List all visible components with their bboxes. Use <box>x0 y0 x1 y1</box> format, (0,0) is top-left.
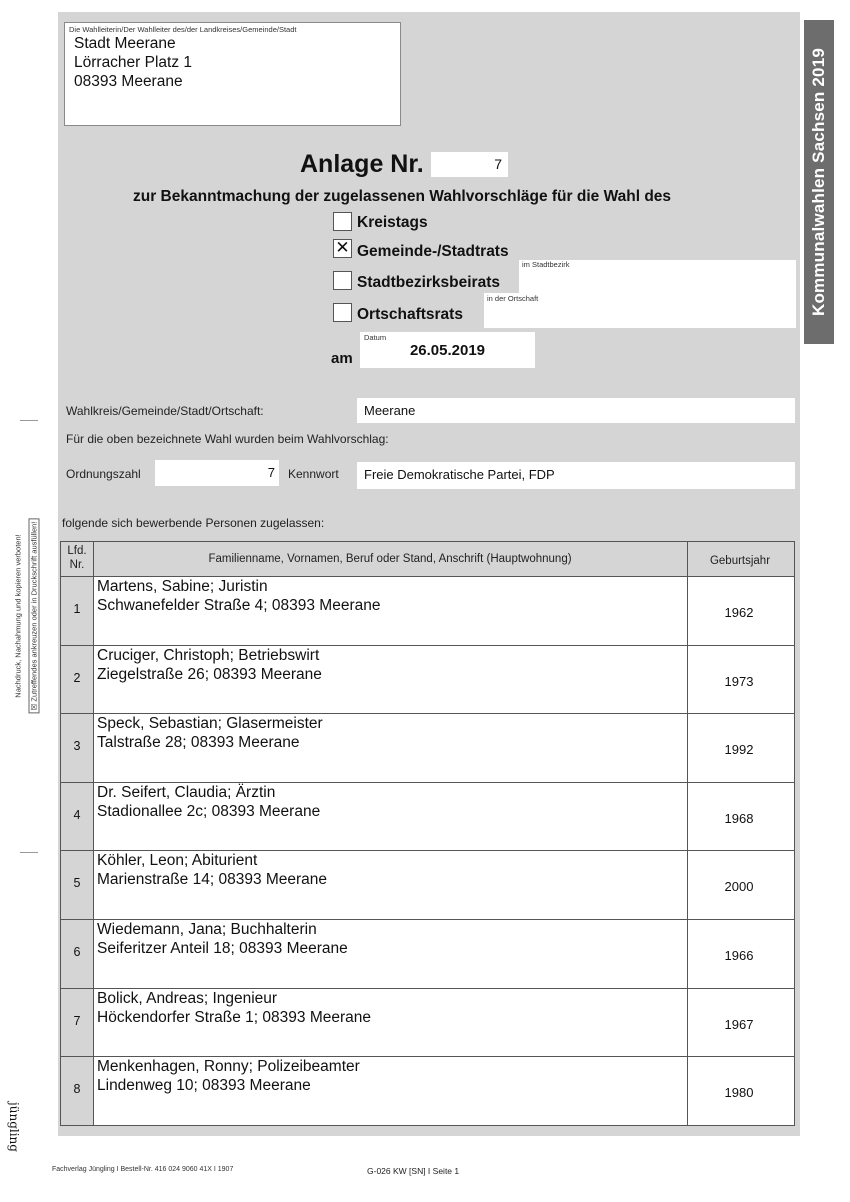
label-stadtbezirksbeirats: Stadtbezirksbeirats <box>357 274 500 291</box>
checkbox-gemeinde-stadtrats[interactable]: ✕ <box>333 239 352 258</box>
candidate-address: Seiferitzer Anteil 18; 08393 Meerane <box>97 940 348 957</box>
candidate-address: Stadionallee 2c; 08393 Meerane <box>97 802 321 820</box>
margin-note-instruction: ☒ Zutreffendes ankreuzen oder in Druckschrift ausfüllen! <box>29 519 40 714</box>
form-title: Anlage Nr. <box>300 150 424 178</box>
header-name: Familienname, Vornamen, Beruf oder Stand, Anschrift (Hauptwohnung) <box>208 553 572 565</box>
label-kreistags: Kreistags <box>357 214 428 231</box>
table-row <box>61 783 794 852</box>
row-number: 6 <box>73 945 81 959</box>
date-value: 26.05.2019 <box>409 342 486 359</box>
kennwort-value: Freie Demokratische Partei, FDP <box>364 467 555 482</box>
table-row <box>61 1057 794 1126</box>
margin-note-copyright: Nachdruck, Nachahmung und kopieren verboten! <box>13 534 23 698</box>
address-box <box>64 22 401 126</box>
birth-year: 1967 <box>724 1016 754 1032</box>
anlage-nr-field[interactable]: 7 <box>431 152 508 177</box>
table-row <box>61 577 794 646</box>
candidate-address: Marienstraße 14; 08393 Meerane <box>97 871 328 889</box>
label-gemeinde-stadtrats: Gemeinde-/Stadtrats <box>357 243 509 260</box>
address-line-3: 08393 Meerane <box>74 73 183 90</box>
candidate-address: Schwanefelder Straße 4; 08393 Meerane <box>97 597 381 614</box>
row-number: 5 <box>73 876 81 891</box>
table-row <box>61 646 794 715</box>
candidate-name: Wiedemann, Jana; Buchhalterin <box>97 921 317 938</box>
address-caption: Die Wahlleiterin/Der Wahlleiter des/der Landkreises/Gemeinde/Stadt <box>69 25 297 34</box>
candidate-name: Martens, Sabine; Juristin <box>97 578 268 595</box>
fold-mark <box>20 420 38 421</box>
publisher-logo <box>2 1102 26 1152</box>
intro-text: Für die oben bezeichnete Wahl wurden beim Wahlvorschlag: <box>66 432 389 446</box>
candidate-name: Köhler, Leon; Abiturient <box>97 852 258 870</box>
wahlkreis-label: Wahlkreis/Gemeinde/Stadt/Ortschaft: <box>66 404 264 418</box>
birth-year: 1968 <box>724 810 754 826</box>
birth-year: 1966 <box>724 948 754 963</box>
candidate-address: Höckendorfer Straße 1; 08393 Meerane <box>97 1008 371 1026</box>
checkbox-stadtbezirksbeirats[interactable] <box>333 271 352 290</box>
candidate-address: Ziegelstraße 26; 08393 Meerane <box>97 665 322 683</box>
kennwort-label: Kennwort <box>288 467 339 481</box>
header-lfd: Lfd. <box>67 545 87 557</box>
candidates-table <box>60 541 795 1126</box>
side-banner <box>804 20 834 344</box>
wahlkreis-field[interactable] <box>357 398 795 423</box>
row-number: 1 <box>73 602 81 616</box>
ordnungszahl-value: 7 <box>267 465 275 480</box>
header-nr: Nr. <box>69 559 85 571</box>
candidate-name: Menkenhagen, Ronny; Polizeibeamter <box>97 1058 360 1076</box>
candidate-address: Talstraße 28; 08393 Meerane <box>97 734 300 752</box>
table-row <box>61 920 794 989</box>
birth-year: 1980 <box>724 1085 754 1101</box>
table-row <box>61 714 794 783</box>
header-year: Geburtsjahr <box>709 555 771 567</box>
birth-year: 1962 <box>724 605 754 620</box>
footer-publisher: Fachverlag Jüngling I Bestell-Nr. 416 024 9060 41X I 1907 <box>52 1166 234 1173</box>
row-number: 8 <box>73 1082 81 1097</box>
candidate-name: Cruciger, Christoph; Betriebswirt <box>97 646 320 664</box>
persons-intro: folgende sich bewerbende Personen zugelassen: <box>62 516 325 530</box>
date-caption: Datum <box>364 333 387 342</box>
label-ortschaftsrats: Ortschaftsrats <box>357 306 463 323</box>
footer-form-id: G-026 KW [SN] I Seite 1 <box>367 1166 460 1176</box>
row-number: 7 <box>73 1013 81 1028</box>
candidate-name: Speck, Sebastian; Glasermeister <box>97 715 323 733</box>
birth-year: 1992 <box>724 742 754 758</box>
margin-note <box>6 492 42 740</box>
form-subtitle: zur Bekanntmachung der zugelassenen Wahlvorschläge für die Wahl des <box>133 188 672 205</box>
row-number: 3 <box>73 739 81 754</box>
side-banner-text: Kommunalwahlen Sachsen 2019 <box>809 47 828 317</box>
table-row <box>61 851 794 920</box>
row-number: 2 <box>73 670 81 685</box>
address-line-1: Stadt Meerane <box>74 35 176 52</box>
checkbox-kreistags[interactable] <box>333 212 352 231</box>
ordnungszahl-label: Ordnungszahl <box>66 467 141 481</box>
row-number: 4 <box>73 807 81 822</box>
stadtbezirk-caption: im Stadtbezirk <box>522 260 570 269</box>
candidate-address: Lindenweg 10; 08393 Meerane <box>97 1077 311 1095</box>
publisher-logo-text: jüngling <box>7 1102 21 1152</box>
wahlkreis-value: Meerane <box>364 403 416 418</box>
birth-year: 1973 <box>724 673 754 689</box>
address-line-2: Lörracher Platz 1 <box>74 54 193 71</box>
date-field[interactable] <box>360 332 535 368</box>
date-prefix: am <box>331 350 353 367</box>
candidate-name: Dr. Seifert, Claudia; Ärztin <box>97 783 276 801</box>
table-row <box>61 989 794 1058</box>
fold-mark <box>20 852 38 853</box>
table-header <box>61 542 794 577</box>
candidate-name: Bolick, Andreas; Ingenieur <box>97 989 278 1007</box>
ortschaft-caption: in der Ortschaft <box>487 294 539 303</box>
checkbox-ortschaftsrats[interactable] <box>333 303 352 322</box>
birth-year: 2000 <box>724 879 754 895</box>
